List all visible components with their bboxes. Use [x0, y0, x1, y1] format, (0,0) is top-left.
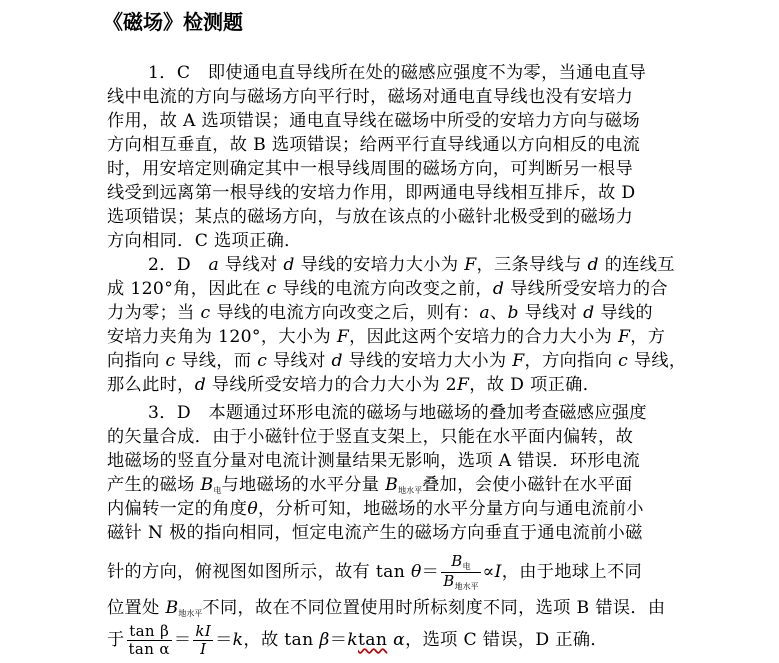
variable: d	[331, 351, 343, 371]
text-run: ，三条导线与	[476, 255, 588, 275]
text-line: 时，用安培定则确定其中一根导线周围的磁场方向，可判断另一根导	[107, 159, 634, 179]
variable: F	[456, 375, 470, 395]
text-line	[107, 325, 665, 349]
variable: β	[319, 630, 330, 650]
text-line: 3．D 本题通过环形电流的磁场与地磁场的叠加考查磁感应强度	[148, 403, 647, 423]
text-line: 磁针 N 极的指向相同，恒定电流产生的磁场方向垂直于通电流前小磁	[107, 523, 643, 543]
text-run: 导线所受安培力的合力大小为 2	[206, 375, 457, 395]
variable: B	[385, 475, 399, 495]
variable: a	[208, 255, 220, 275]
text-run: 位置处	[107, 598, 166, 618]
text-run: ，因此这两个安培力的合力大小为	[349, 327, 618, 347]
text-line: 线受到远离第一根导线的安培力作用，即两通电导线相互排斥，故 D	[107, 183, 636, 203]
text-line: 1．C 即使通电直导线所在处的磁感应强度不为零，当通电直导	[148, 63, 647, 83]
text-run: 导线对	[267, 351, 332, 371]
text-run: 导线的电流方向改变之前，	[276, 279, 493, 299]
text-run: 力为零；当	[107, 303, 201, 323]
text-line	[107, 497, 644, 521]
text-line: 地磁场的竖直分量对电流计测量结果无影响，选项 A 错误．环形电流	[107, 451, 640, 471]
text-run: 与地磁场的水平分量	[221, 475, 386, 495]
variable: B	[200, 475, 214, 495]
text-line: 线中电流的方向与磁场方向平行时，磁场对通电直导线也没有安培力	[107, 87, 634, 107]
text-run: 叠加，会使小磁针在水平面	[422, 475, 633, 495]
text-run: ，故 D 项正确．	[469, 375, 601, 395]
text-run: ，方	[630, 327, 666, 347]
variable: k	[347, 630, 358, 650]
variable: I	[494, 562, 502, 582]
variable: d	[283, 255, 295, 275]
subscript: 电	[462, 562, 471, 571]
text-run: 成 120°角，因此在	[107, 279, 267, 299]
variable: k	[232, 630, 244, 650]
text-run: 针的方向，俯视图如图所示，故有 tan	[107, 562, 411, 582]
variable: c	[200, 303, 211, 323]
text-run: ＝	[421, 562, 440, 582]
subscript: 地水平	[454, 582, 479, 591]
fraction	[127, 623, 172, 658]
fraction-numerator	[441, 553, 480, 573]
text-line: 的矢量合成．由于小磁针位于竖直支架上，只能在水平面内偏转，故	[107, 427, 634, 447]
variable: d	[583, 303, 595, 323]
variable: c	[257, 351, 268, 371]
subscript: 地水平	[178, 609, 203, 618]
text-run: ，方向指向	[524, 351, 619, 371]
text-run: 导线所受安培力的合	[504, 279, 668, 299]
text-run: 导线的安培力大小为	[294, 255, 465, 275]
variable: a	[479, 303, 490, 323]
variable: c	[266, 279, 277, 299]
variable: B	[451, 552, 463, 570]
variable: b	[507, 303, 519, 323]
text-run: ＝	[173, 630, 192, 650]
subscript: 电	[213, 486, 222, 495]
variable: d	[194, 375, 207, 395]
fraction-denominator: tan α	[128, 640, 170, 658]
text-line	[107, 301, 653, 325]
text-run: 的连线互	[598, 255, 675, 275]
variable: d	[492, 279, 505, 299]
variable: α	[387, 630, 406, 650]
text-run: 向指向	[107, 351, 166, 371]
text-run: ∝	[482, 562, 495, 582]
text-line: 方向相互垂直，故 B 选项错误；给两平行直导线通以方向相反的电流	[107, 135, 641, 155]
variable: d	[587, 255, 599, 275]
variable: θ	[247, 499, 259, 519]
variable: F	[617, 327, 631, 347]
text-run: ，选项 C 错误，D 正确．	[405, 630, 608, 650]
spellcheck-underlined-word: tan	[358, 630, 388, 650]
text-run: 导线的	[594, 303, 653, 323]
fraction	[193, 623, 213, 658]
text-run: ，故 tan	[243, 630, 320, 650]
text-run: 不同，故在不同位置使用时所标刻度不同，选项 B 错误．由	[202, 598, 666, 618]
text-line	[148, 253, 675, 277]
text-run: 内偏转一定的角度	[107, 499, 248, 519]
text-run: 导线，	[628, 351, 687, 371]
variable: c	[618, 351, 629, 371]
fraction-numerator: kI	[195, 622, 212, 640]
variable: B	[165, 598, 179, 618]
fraction-denominator	[441, 573, 480, 592]
document-title: 《磁场》检测题	[103, 10, 243, 34]
text-run: 导线对	[219, 255, 284, 275]
text-line	[107, 552, 642, 592]
variable: F	[464, 255, 477, 275]
text-line	[107, 620, 608, 660]
text-run: 导线的安培力大小为	[342, 351, 513, 371]
text-line: 方向相同．C 选项正确．	[107, 231, 302, 251]
text-run: 于	[107, 630, 125, 650]
text-run: 那么此时，	[107, 375, 195, 395]
fraction-denominator: I	[200, 640, 207, 658]
text-line	[107, 277, 668, 301]
subscript: 地水平	[398, 486, 423, 495]
text-run: ＝	[215, 630, 233, 650]
text-line: 选项错误；某点的磁场方向，与放在该点的小磁针北极受到的磁场力	[107, 207, 634, 227]
variable: F	[336, 327, 350, 347]
variable: c	[165, 351, 176, 371]
text-run: ＝	[329, 630, 348, 650]
text-run: ，分析可知，地磁场的水平分量方向与通电流前小	[258, 499, 644, 519]
variable: F	[512, 351, 525, 371]
text-run: 安培力夹角为 120°，大小为	[107, 327, 337, 347]
text-run: 、	[490, 303, 508, 323]
fraction-numerator: tan β	[127, 623, 172, 641]
text-line: 作用，故 A 选项错误；通电直导线在磁场中所受的安培力方向与磁场	[107, 111, 640, 131]
variable: B	[443, 572, 455, 590]
text-line	[107, 349, 686, 373]
text-run: 产生的磁场	[107, 475, 201, 495]
text-run: ，由于地球上不同	[501, 562, 643, 582]
text-run: 导线，而	[175, 351, 258, 371]
text-run: 导线的电流方向改变之后，则有：	[210, 303, 480, 323]
text-run: 2．D	[148, 255, 209, 275]
variable: θ	[410, 562, 422, 582]
text-run: 导线对	[518, 303, 584, 323]
text-line	[107, 373, 600, 397]
fraction	[441, 553, 480, 592]
